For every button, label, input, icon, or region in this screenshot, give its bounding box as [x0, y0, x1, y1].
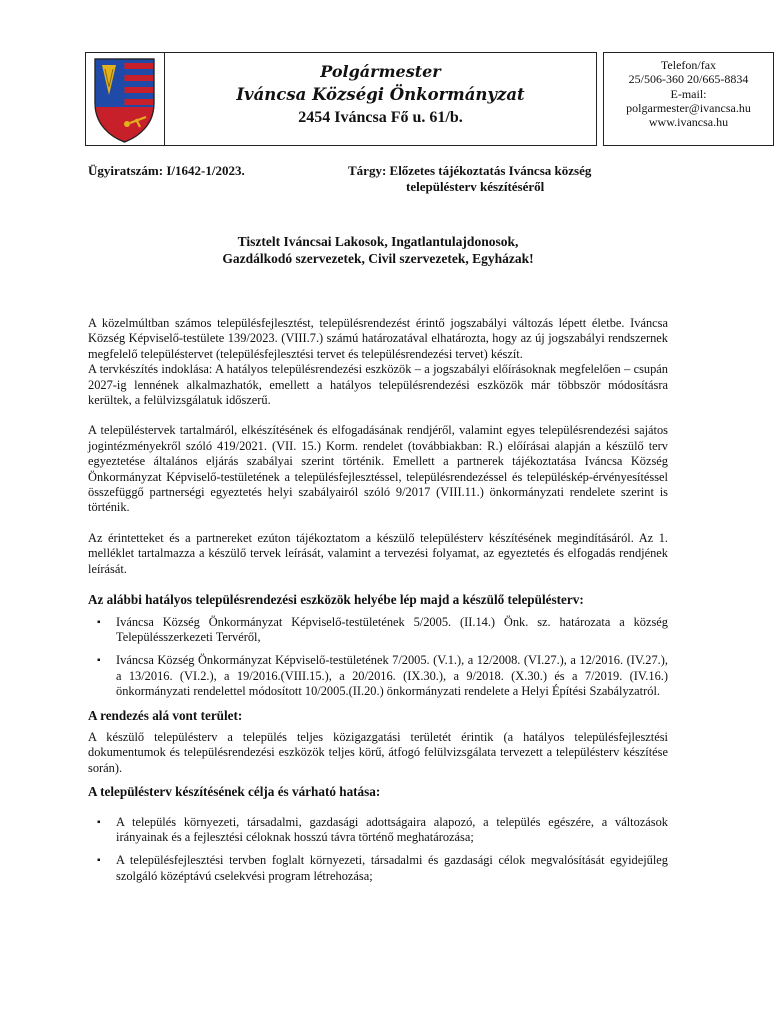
letterhead: [85, 52, 751, 148]
paragraph-area: A készülő településterv a település teljes közigazgatási területét érintik (a hatályos településfejlesztési dokumentumok és településrendezési eszközök teljes körű, átfogó felülvizsgálata tervezett a településterv készítése során).: [88, 729, 668, 775]
email-address[interactable]: polgarmester@ivancsa.hu: [626, 100, 751, 115]
section-heading-area: A rendezés alá vont terület:: [88, 707, 243, 723]
section-heading-goals: A településterv készítésének célja és várható hatása:: [88, 784, 381, 800]
phone-number: 25/506-360 20/665-8834: [628, 72, 749, 87]
phone-label: Telefon/fax: [660, 58, 717, 72]
goals-list: [88, 815, 668, 885]
website-link[interactable]: www.ivancsa.hu: [648, 115, 729, 130]
letterhead-title: Polgármester: [320, 62, 441, 81]
letterhead-office: Iváncsa Községi Önkormányzat: [236, 85, 525, 104]
crest-box: [85, 52, 165, 146]
salutation: [88, 233, 668, 267]
subject-line-1: Tárgy: Előzetes tájékoztatás Iváncsa község: [348, 163, 592, 178]
list-item: ▪ A település környezeti, társadalmi, gazdasági adottságaira alapozó, a település egészére, a változások irányainak és a fejlesztési céloknak hosszú távra történő meghatározása;: [88, 815, 668, 846]
paragraph-intro: A közelmúltban számos településfejlesztést, településrendezést érintő jogszabályi változás lépett életbe. Iváncsa Község Képviselő-testülete 139/2023. (VIII.7.) számú határozatával elhatározta, hogy az új jogszabályi rendszernek megfelelő településtervet (településfejlesztési tervet és településrendezési tervet) készít.: [88, 316, 668, 361]
list-item: ▪ Iváncsa Község Önkormányzat Képviselő-testületének 7/2005. (V.1.), a 12/2008. (VI.27.), a 12/2016. (IV.27.), a 13/2016. (VI.2.), a 19/2016.(VIII.15.), a 20/2016. (IX.30.), a 9/2018. (X.30.) és a 7/2019. (IV.16.) önkormányzati rendelettel módosított 10/2005.(II.20.) önkormányzati rendelete a Helyi Építési Szabályzatról.: [88, 653, 668, 699]
list-item: ▪ Iváncsa Község Önkormányzat Képviselő-testületének 5/2005. (II.14.) Önk. sz. határozata a község Településszerkezeti Tervéről,: [88, 615, 668, 646]
letterhead-address: 2454 Iváncsa Fő u. 61/b.: [298, 109, 463, 126]
file-number: Ügyiratszám: I/1642-1/2023.: [88, 163, 245, 178]
letterhead-title-box: [165, 52, 597, 146]
coat-of-arms-icon: [86, 53, 163, 144]
salutation-line-2: Gazdálkodó szervezetek, Civil szervezetek, Egyházak!: [222, 251, 534, 266]
email-label: E-mail:: [670, 86, 707, 101]
subject-line-2: településterv készítéséről: [406, 179, 545, 194]
subject: [348, 163, 648, 195]
paragraph-legal-basis: A településtervek tartalmáról, elkészítésének és elfogadásának rendjéről, valamint egyes településrendezési sajátos jogintézményekről szóló 419/2021. (VII. 15.) Korm. rendelet (továbbiakban: R.) előírásai alapján a készülő terv egyeztetése általános eljárás szabályai szerint történik. Emellett a partnerek tájékoztatása Iváncsa Község Önkormányzat Képviselő-testületének a településfejlesztéssel, településrendezéssel és településkép-érvényesítéssel összefüggő partnerségi egyeztetés helyi szabályairól szóló 9/2017 (VIII.11.) önkormányzati rendelete szerint is történik.: [88, 423, 668, 515]
contact-box: [603, 52, 774, 146]
salutation-line-1: Tisztelt Iváncsai Lakosok, Ingatlantulajdonosok,: [237, 234, 519, 249]
letter-body: [88, 163, 668, 892]
paragraph-justification: A tervkészítés indoklása: A hatályos településrendezési eszközök – a jogszabályi előírásoknak megfelelően – csupán 2027-ig lennének alkalmazhatók, emellett a hatályos településrendezési eszközök már többször módosításra kerültek, a felülvizsgálatuk időszerű.: [88, 362, 668, 408]
list-item: ▪ A településfejlesztési tervben foglalt környezeti, társadalmi és gazdasági célok megvalósítását egyidejűleg szolgáló középtávú cselekvési program létrehozása;: [88, 853, 668, 884]
reference-row: [88, 163, 668, 211]
replaced-instruments-list: [88, 615, 668, 700]
section-heading-replaced-instruments: Az alábbi hatályos településrendezési eszközök helyébe lép majd a készülő településterv:: [88, 592, 584, 608]
paragraph-notice: Az érintetteket és a partnereket ezúton tájékoztatom a készülő településterv készítésének megindításáról. Az 1. melléklet tartalmazza a készülő tervek leírását, valamint a tervezési folyamat, az egyeztetés és elfogadás rendjének leírását.: [88, 530, 668, 576]
